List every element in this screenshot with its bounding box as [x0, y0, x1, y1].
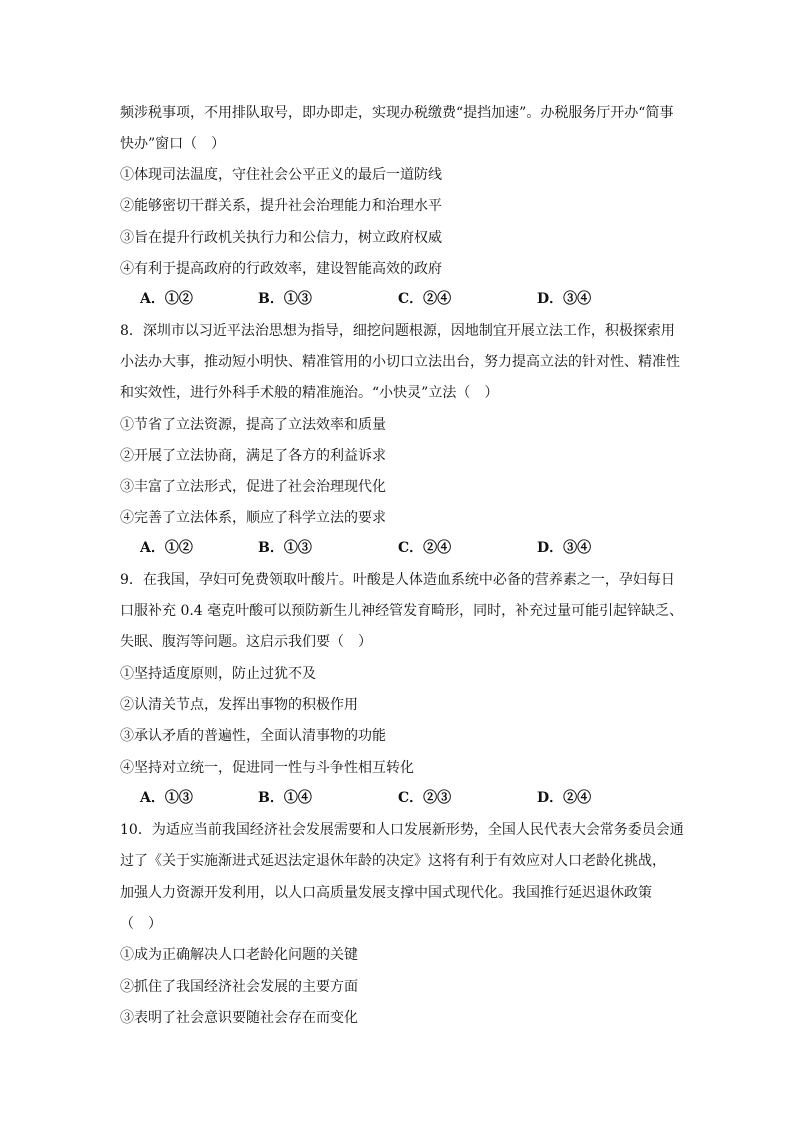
- q7-item-4: ④有利于提高政府的行政效率，建设智能高效的政府: [120, 261, 442, 277]
- q7-option-a: A．①②: [140, 291, 193, 307]
- q9-option-b: B．①④: [258, 790, 312, 806]
- q8-item-3: ③丰富了立法形式，促进了社会治理现代化: [120, 479, 386, 495]
- q9-item-3: ③承认矛盾的普遍性，全面认清事物的功能: [120, 728, 386, 744]
- q10-item-3: ③表明了社会意识要随社会存在而变化: [120, 1010, 358, 1026]
- q10-stem-line-2: 过了《关于实施渐进式延迟法定退休年龄的决定》这将有利于有效应对人口老龄化挑战，: [120, 853, 666, 869]
- q8-stem-line-3: 和实效性，进行外科手术般的精准施治。“小快灵”立法（ ）: [120, 385, 499, 401]
- q8-option-a: A．①②: [140, 540, 193, 556]
- q8-stem-line-1: 8．深圳市以习近平法治思想为指导，细挖问题根源，因地制宜开展立法工作，积极探索用: [120, 323, 675, 339]
- q9-option-d: D．②④: [537, 790, 592, 806]
- q9-item-1: ①坚持适度原则，防止过犹不及: [120, 666, 316, 682]
- q7-option-c: C．②④: [398, 291, 452, 307]
- q7-stem-line-1: 频涉税事项，不用排队取号，即办即走，实现办税缴费“提挡加速”。办税服务厅开办“简事: [120, 105, 674, 121]
- q8-item-4: ④完善了立法体系，顺应了科学立法的要求: [120, 510, 386, 526]
- q10-item-2: ②抓住了我国经济社会发展的主要方面: [120, 979, 358, 995]
- q8-item-1: ①节省了立法资源，提高了立法效率和质量: [120, 417, 386, 433]
- q10-stem-line-4: （ ）: [120, 916, 162, 932]
- q10-stem-line-3: 加强人力资源开发利用，以人口高质量发展支撑中国式现代化。我国推行延迟退休政策: [120, 885, 652, 901]
- q7-stem-line-2: 快办”窗口（ ）: [120, 136, 226, 152]
- q7-item-2: ②能够密切干群关系，提升社会治理能力和治理水平: [120, 198, 442, 214]
- q8-option-c: C．②④: [398, 540, 452, 556]
- q7-option-b: B．①③: [258, 291, 312, 307]
- q8-stem-line-2: 小法办大事，推动短小明快、精准管用的小切口立法出台，努力提高立法的针对性、精准性: [120, 354, 680, 370]
- q9-item-4: ④坚持对立统一，促进同一性与斗争性相互转化: [120, 760, 414, 776]
- q8-item-2: ②开展了立法协商，满足了各方的利益诉求: [120, 448, 386, 464]
- q7-item-1: ①体现司法温度，守住社会公平正义的最后一道防线: [120, 167, 442, 183]
- q9-stem-line-3: 失眠、腹泻等问题。这启示我们要（ ）: [120, 634, 372, 650]
- q8-option-d: D．③④: [537, 540, 592, 556]
- q9-stem-line-1: 9．在我国，孕妇可免费领取叶酸片。叶酸是人体造血系统中必备的营养素之一，孕妇每日: [120, 572, 675, 588]
- q8-option-b: B．①③: [258, 540, 312, 556]
- q9-option-a: A．①③: [140, 790, 193, 806]
- q7-item-3: ③旨在提升行政机关执行力和公信力，树立政府权威: [120, 230, 442, 246]
- q10-item-1: ①成为正确解决人口老龄化问题的关键: [120, 947, 358, 963]
- q9-stem-line-2: 口服补充 0.4 毫克叶酸可以预防新生儿神经管发育畸形，同时，补充过量可能引起锌缺乏、: [120, 603, 684, 619]
- q7-option-d: D．③④: [537, 291, 592, 307]
- q9-item-2: ②认清关节点，发挥出事物的积极作用: [120, 697, 358, 713]
- q10-stem-line-1: 10．为适应当前我国经济社会发展需要和人口发展新形势，全国人民代表大会常务委员会通: [120, 822, 684, 838]
- q9-option-c: C．②③: [398, 790, 452, 806]
